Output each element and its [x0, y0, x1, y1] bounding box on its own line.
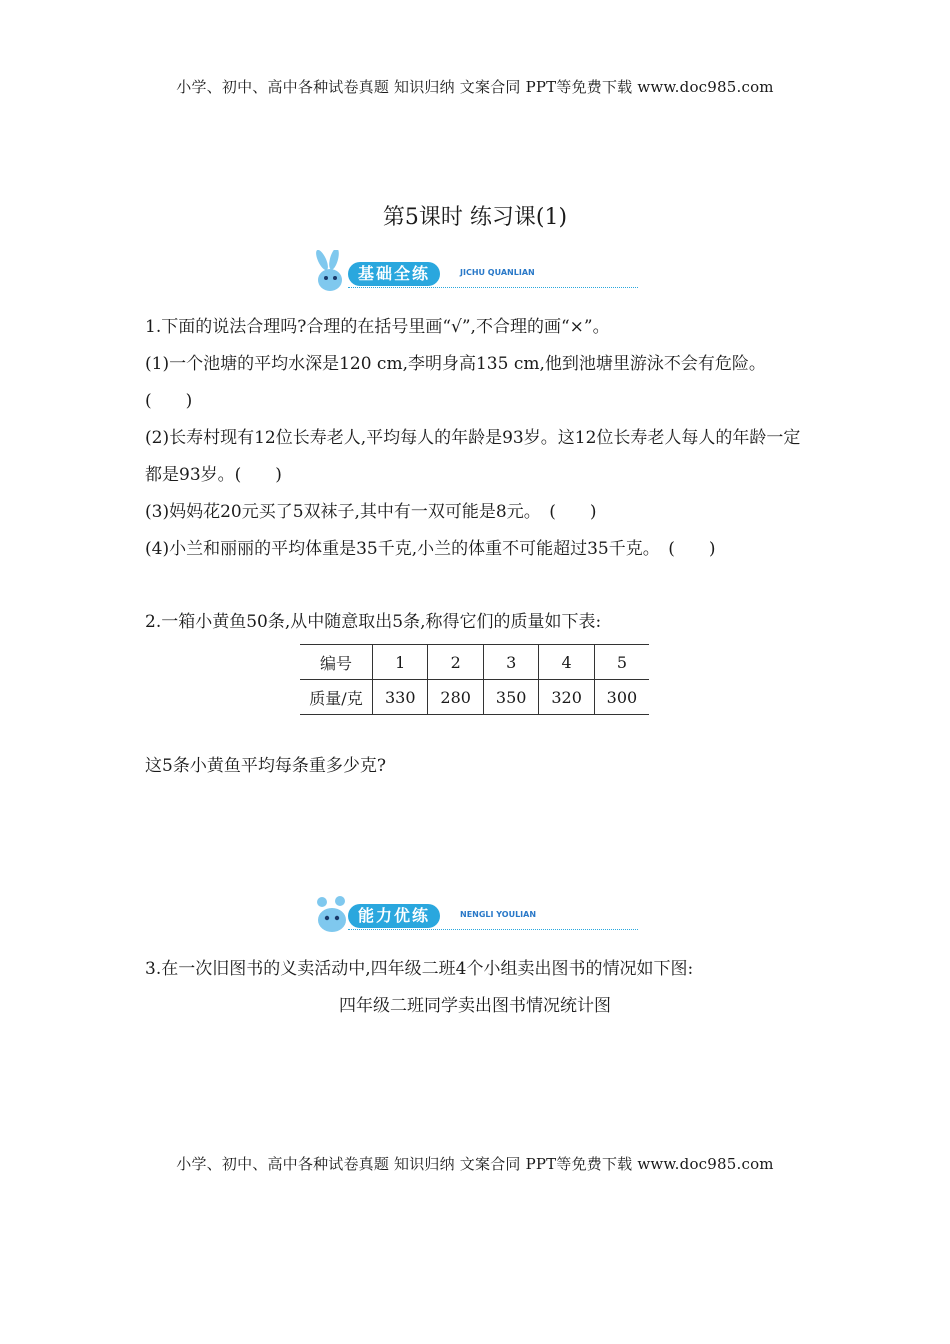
- table-cell: 320: [539, 680, 594, 715]
- question-1-stem: 1.下面的说法合理吗?合理的在括号里画“√”,不合理的画“×”。: [145, 317, 610, 337]
- question-1-item-2: (2)长寿村现有12位长寿老人,平均每人的年龄是93岁。这12位长寿老人每人的年龄一定都是93岁。( ): [145, 428, 801, 485]
- section-sub: NENGLI YOULIAN: [460, 910, 537, 919]
- section-label: 能力优练: [348, 904, 440, 928]
- fish-weight-table: [300, 644, 649, 715]
- chart-title: 四年级二班同学卖出图书情况统计图: [339, 996, 611, 1016]
- question-1-item-4: (4)小兰和丽丽的平均体重是35千克,小兰的体重不可能超过35千克。 ( ): [145, 539, 716, 559]
- section-label: 基础全练: [348, 262, 440, 286]
- table-cell: 300: [594, 680, 649, 715]
- table-row: [300, 680, 649, 715]
- question-1-item-1: (1)一个池塘的平均水深是120 cm,李明身高135 cm,他到池塘里游泳不会有危险。( ): [145, 354, 766, 411]
- table-cell: 4: [539, 645, 594, 680]
- table-cell: 1: [373, 645, 428, 680]
- table-cell: 350: [483, 680, 538, 715]
- question-1-item-3: (3)妈妈花20元买了5双袜子,其中有一双可能是8元。 ( ): [145, 502, 597, 522]
- question-2-stem: 2.一箱小黄鱼50条,从中随意取出5条,称得它们的质量如下表:: [145, 612, 602, 632]
- page-header: 小学、初中、高中各种试卷真题 知识归纳 文案合同 PPT等免费下载 www.doc985.com: [176, 78, 774, 96]
- question-2-ask: 这5条小黄鱼平均每条重多少克?: [145, 756, 386, 776]
- table-cell: 2: [428, 645, 483, 680]
- dotted-rule: [348, 929, 638, 930]
- question-3-stem: 3.在一次旧图书的义卖活动中,四年级二班4个小组卖出图书的情况如下图:: [145, 959, 694, 979]
- table-cell: 280: [428, 680, 483, 715]
- section-badge-basic: [308, 250, 643, 294]
- table-cell: 质量/克: [309, 688, 363, 708]
- table-cell: 330: [373, 680, 428, 715]
- table-cell: 3: [483, 645, 538, 680]
- dotted-rule: [348, 287, 638, 288]
- section-badge-ability: [308, 892, 643, 936]
- table-row: [300, 645, 649, 680]
- question-1: [145, 309, 810, 568]
- page-footer: 小学、初中、高中各种试卷真题 知识归纳 文案合同 PPT等免费下载 www.doc985.com: [176, 1155, 774, 1173]
- section-sub: JICHU QUANLIAN: [460, 268, 535, 277]
- table-cell: 编号: [300, 645, 373, 680]
- page-title: 第5课时 练习课(1): [382, 205, 568, 230]
- table-cell: 5: [594, 645, 649, 680]
